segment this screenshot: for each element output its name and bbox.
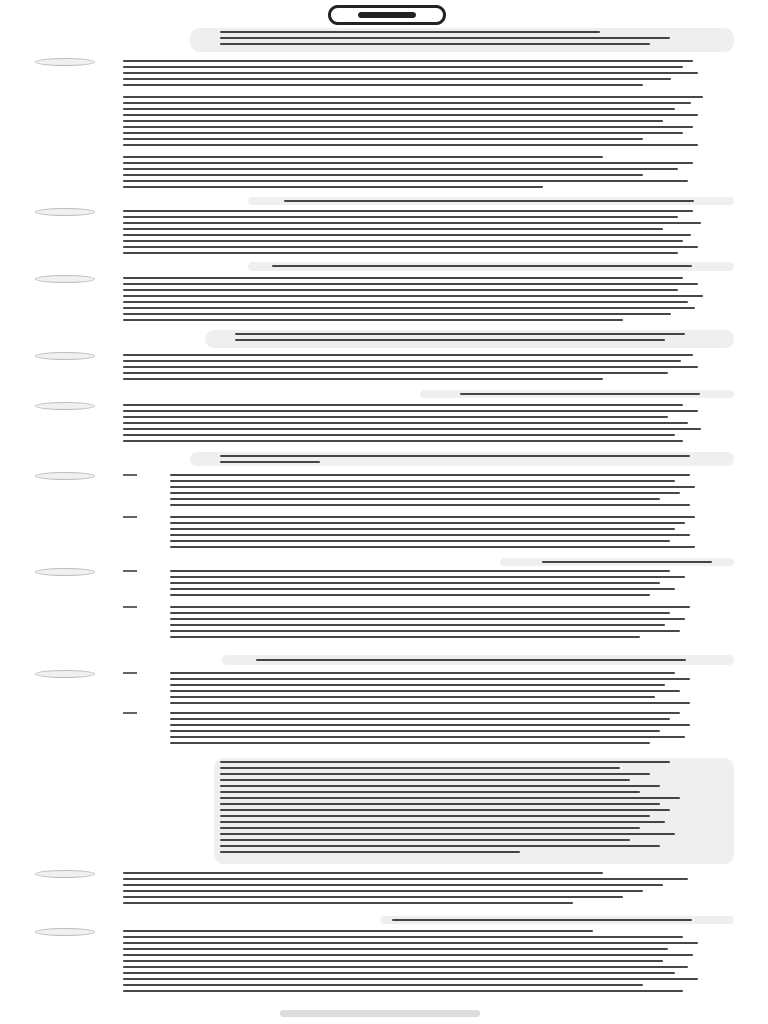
user-message-bubble: [248, 197, 734, 205]
user-message-bubble: [380, 916, 734, 924]
user-message-bubble: [214, 758, 734, 864]
assistant-message: [0, 208, 768, 260]
assistant-message: [0, 670, 768, 752]
user-message-bubble: [500, 558, 734, 566]
assistant-message: [0, 472, 768, 556]
app-title: [330, 6, 369, 17]
footer-text: [282, 1008, 345, 1019]
assistant-message: [0, 275, 768, 327]
assistant-message: [0, 352, 768, 384]
user-message-bubble: [190, 452, 734, 466]
assistant-message: [0, 402, 768, 446]
user-message-bubble: [222, 655, 734, 665]
user-message-bubble: [420, 390, 734, 398]
user-message-bubble: [205, 330, 734, 348]
assistant-message: [0, 58, 768, 194]
assistant-message: [0, 928, 768, 998]
user-message-bubble: [248, 262, 734, 271]
assistant-message: [0, 870, 768, 912]
assistant-message: [0, 568, 768, 648]
user-message-bubble: [190, 28, 734, 52]
